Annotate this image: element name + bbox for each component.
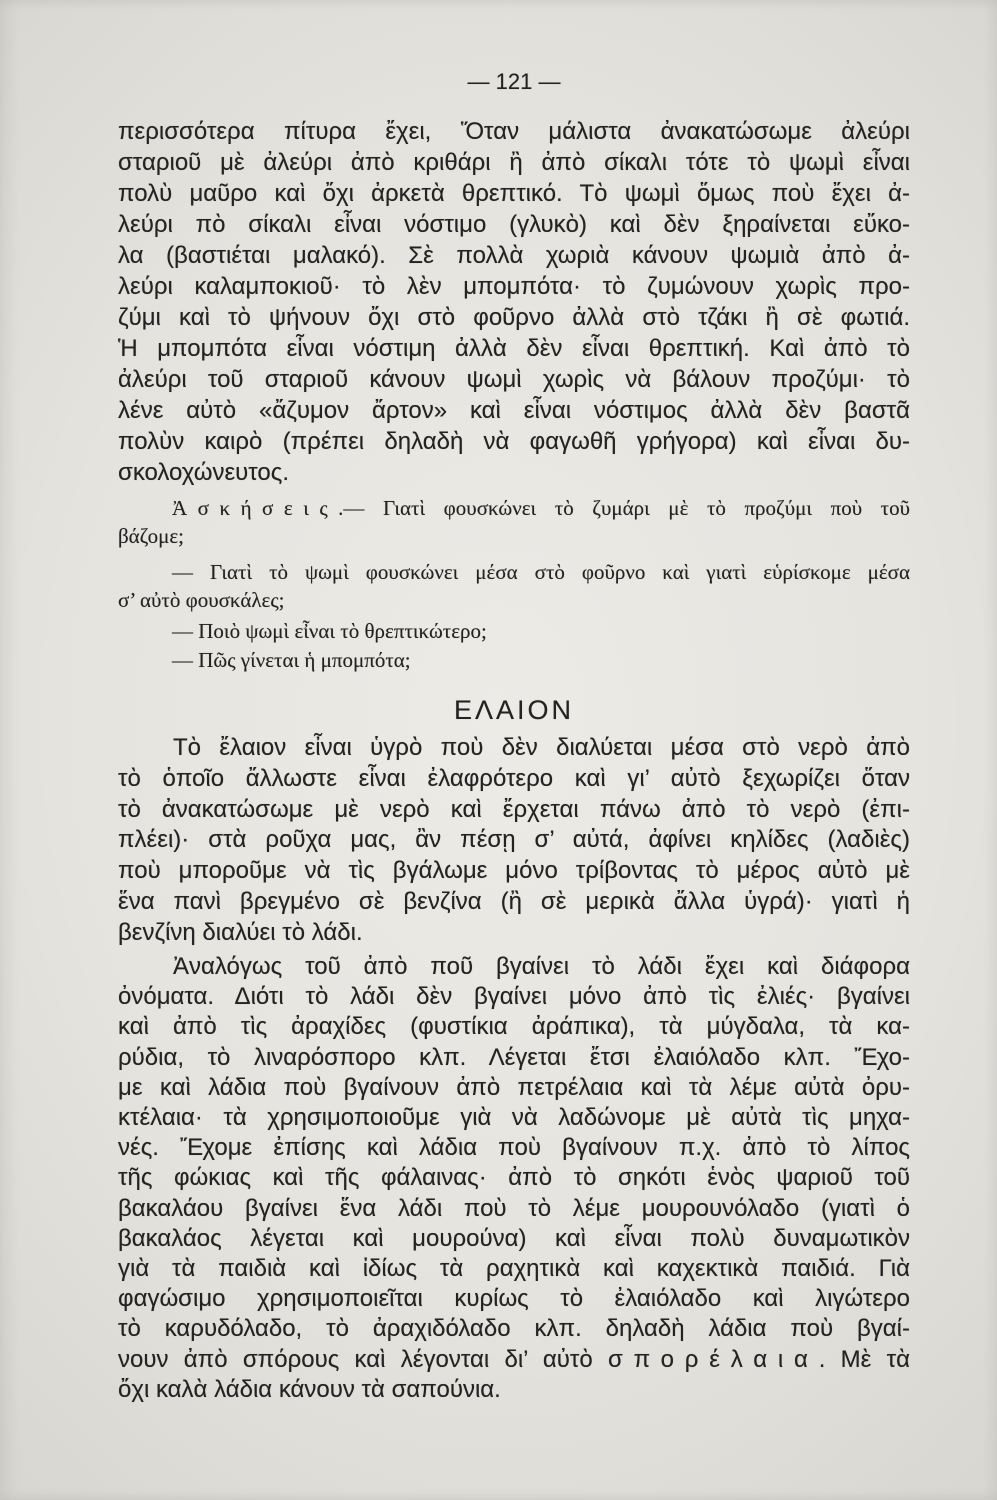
- text-line: βάζομε;: [118, 524, 185, 548]
- exercises-label-punctuation: .—: [338, 496, 365, 520]
- text-line: πολὺν καιρὸ (πρέπει δηλαδὴ νὰ φαγωθῆ γρήγορα) καὶ εἶναι δυ-: [118, 428, 910, 455]
- line-text: νουν ἀπὸ σπόρους καὶ λέγονται δι’ αὐτὸ: [118, 1345, 609, 1373]
- text-line: λένε αὐτὸ «ἄζυμον ἄρτον» καὶ εἶναι νόστιμος ἀλλὰ δὲν βαστᾶ: [118, 397, 910, 424]
- line-text: . Μὲ τὰ: [818, 1345, 910, 1373]
- question-text: Ποιὸ ψωμὶ εἶναι τὸ θρεπτικώτερο;: [198, 619, 487, 643]
- text-line: περισσότερα πίτυρα ἔχει, Ὅταν μάλιστα ἀνακατώσωμε ἀλεύρι: [118, 118, 910, 145]
- text-line: σκολοχώνευτος.: [118, 459, 289, 486]
- text-line: [118, 494, 910, 522]
- text-line: ζύμι καὶ τὸ ψήνουν ὄχι στὸ φοῦρνο ἀλλὰ στὸ τζάκι ἢ σὲ φωτιά.: [118, 304, 910, 331]
- text-line: λα (βαστιέται μαλακό). Σὲ πολλὰ χωριὰ κάνουν ψωμιὰ ἀπὸ ἀ-: [118, 242, 910, 269]
- text-line: [118, 646, 910, 674]
- text-line: καὶ ἀπὸ τὶς ἀραχίδες (φυστίκια ἀράπικα), τὰ μύγδαλα, τὰ κα-: [118, 1013, 910, 1041]
- text-line: γιὰ τὰ παιδιὰ καὶ ἰδίως τὰ ραχητικὰ καὶ καχεκτικὰ παιδιά. Γιὰ: [118, 1255, 910, 1283]
- text-line: ρύδια, τὸ λιναρόσπορο κλπ. Λέγεται ἔτσι ἐλαιόλαδο κλπ. Ἔχο-: [118, 1043, 910, 1071]
- text-line: [118, 1345, 910, 1375]
- text-line: ὀνόματα. Διότι τὸ λάδι δὲν βγαίνει μόνο ἀπὸ τὶς ἐλιές· βγαίνει: [118, 983, 910, 1011]
- text-line: πολὺ μαῦρο καὶ ὄχι ἀρκετὰ θρεπτικό. Τὸ ψωμὶ ὅμως ποὺ ἔχει ἀ-: [118, 180, 910, 207]
- text-line: λεύρι πὸ σίκαλι εἶναι νόστιμο (γλυκὸ) καὶ δὲν ξηραίνεται εὔκο-: [118, 211, 910, 238]
- text-line: σ’ αὐτὸ φουσκάλες;: [118, 588, 285, 612]
- text-line: [118, 558, 910, 586]
- page-number: — 121 —: [467, 69, 561, 94]
- text-line: βενζίνη διαλύει τὸ λάδι.: [118, 918, 363, 946]
- text-line: τὸ καρυδόλαδο, τὸ ἀραχιδόλαδο κλπ. δηλαδὴ λάδια ποὺ βγαί-: [118, 1315, 910, 1343]
- question-text: Γιατὶ φουσκώνει τὸ ζυμάρι μὲ τὸ προζύμι ποὺ τοῦ: [382, 496, 910, 520]
- text-line: ἕνα πανὶ βρεγμένο σὲ βενζίνα (ἢ σὲ μερικὰ ἄλλα ὑγρά)· γιατὶ ἡ: [118, 887, 910, 915]
- text-line: ἀλεύρι τοῦ σταριοῦ κάνουν ψωμὶ χωρὶς νὰ βάλουν προζύμι· τὸ: [118, 366, 910, 393]
- text-line: τὸ ὁποῖο ἄλλωστε εἶναι ἐλαφρότερο καὶ γι’ αὐτὸ ξεχωρίζει ὅταν: [118, 764, 910, 792]
- emphasized-word: σπορέλαια: [608, 1345, 819, 1373]
- text-line: Ἀναλόγως τοῦ ἀπὸ ποῦ βγαίνει τὸ λάδι ἔχει καὶ διάφορα: [173, 953, 910, 980]
- question-dash: —: [172, 560, 193, 584]
- text-line: τῆς φώκιας καὶ τῆς φάλαινας· ἀπὸ τὸ σηκότι ἑνὸς ψαριοῦ τοῦ: [118, 1164, 910, 1192]
- text-line: τὸ ἀνακατώσωμε μὲ νερὸ καὶ ἔρχεται πάνω ἀπὸ τὸ νερὸ (ἐπι-: [118, 795, 910, 823]
- exercises-label: Ἀσκήσεις: [172, 496, 339, 520]
- paragraph: [118, 116, 910, 488]
- text-line: σταριοῦ μὲ ἀλεύρι ἀπὸ κριθάρι ἢ ἀπὸ σίκαλι τότε τὸ ψωμὶ εἶναι: [118, 149, 910, 176]
- text-line: κτέλαια· τὰ χρησιμοποιοῦμε γιὰ νὰ λαδώνομε μὲ αὐτὰ τὶς μηχα-: [118, 1104, 910, 1132]
- text-line: πλέει)· στὰ ροῦχα μας, ἂν πέσῃ σ’ αὐτά, ἀφίνει κηλίδες (λαδιὲς): [118, 826, 910, 854]
- exercise-question: [118, 617, 910, 645]
- exercise-question: [118, 558, 910, 614]
- paragraph: [118, 733, 910, 949]
- exercise-question: [118, 494, 910, 550]
- question-text: Γιατὶ τὸ ψωμὶ φουσκώνει μέσα στὸ φοῦρνο καὶ γιατὶ εὑρίσκομε μέσα: [209, 560, 911, 584]
- exercise-question: [118, 646, 910, 674]
- text-line: λεύρι καλαμποκιοῦ· τὸ λὲν μπομπότα· τὸ ζυμώνουν χωρὶς προ-: [118, 273, 910, 300]
- paragraph: [118, 952, 910, 1405]
- text-line: Ἡ μπομπότα εἶναι νόστιμη ἀλλὰ δὲν εἶναι θρεπτική. Καὶ ἀπὸ τὸ: [118, 335, 910, 362]
- exercises: [118, 494, 910, 674]
- question-dash: —: [172, 648, 193, 672]
- text-line: Τὸ ἔλαιον εἶναι ὑγρὸ ποὺ δὲν διαλύεται μέσα στὸ νερὸ ἀπὸ: [173, 734, 910, 761]
- text-line: [118, 617, 910, 645]
- question-text: Πῶς γίνεται ἡ μπομπότα;: [198, 648, 411, 672]
- question-dash: —: [172, 619, 193, 643]
- text-line: βακαλάου βγαίνει ἕνα λάδι ποὺ τὸ λέμε μουρουνόλαδο (γιατὶ ὁ: [118, 1194, 910, 1222]
- text-line: με καὶ λάδια ποὺ βγαίνουν ἀπὸ πετρέλαια καὶ τὰ λέμε αὐτὰ ὀρυ-: [118, 1073, 910, 1101]
- text-line: φαγώσιμο χρησιμοποιεῖται κυρίως τὸ ἐλαιόλαδο καὶ λιγώτερο: [118, 1285, 910, 1313]
- text-line: νές. Ἔχομε ἐπίσης καὶ λάδια ποὺ βγαίνουν π.χ. ἀπὸ τὸ λίπος: [118, 1134, 910, 1162]
- text-line: ὄχι καλὰ λάδια κάνουν τὰ σαπούνια.: [118, 1375, 501, 1403]
- text-line: ποὺ μποροῦμε νὰ τὶς βγάλωμε μόνο τρίβοντας τὸ μέρος αὐτὸ μὲ: [118, 857, 910, 885]
- text-line: βακαλάος λέγεται καὶ μουρούνα) καὶ εἶναι πολὺ δυναμωτικὸν: [118, 1224, 910, 1252]
- section-heading: ΕΛΑΙΟΝ: [453, 695, 575, 725]
